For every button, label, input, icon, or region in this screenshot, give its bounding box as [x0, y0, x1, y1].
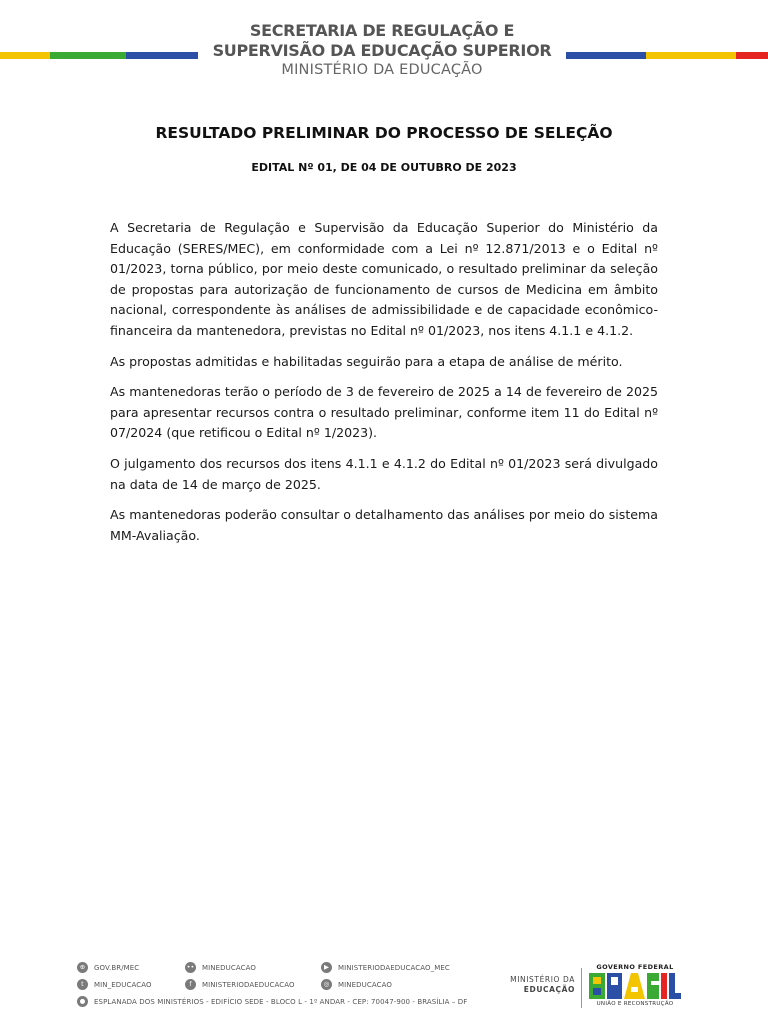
body-paragraph: As propostas admitidas e habilitadas seguirão para a etapa de análise de mérito.: [110, 353, 623, 369]
document-title: RESULTADO PRELIMINAR DO PROCESSO DE SELEÇÃO: [155, 124, 613, 142]
brasil-wordmark-logo: [589, 973, 681, 999]
footer-link-twitter[interactable]: [77, 979, 152, 990]
header-color-stripe-left: [0, 52, 198, 59]
footer-link-label: MINISTERIODAEDUCACAO_MEC: [338, 963, 450, 972]
globe-icon: ⊕: [77, 962, 88, 973]
mec-logo-line2: EDUCAÇÃO: [523, 985, 575, 994]
gov-logo-bottom-text: UNIÃO E RECONSTRUÇÃO: [596, 1001, 674, 1007]
footer-link-flickr[interactable]: [185, 962, 256, 973]
facebook-icon: f: [185, 979, 196, 990]
footer-link-youtube[interactable]: [321, 962, 450, 973]
body-paragraph: O julgamento dos recursos dos itens 4.1.1 e 4.1.2 do Edital nº 01/2023 será divulgado na data de 14 de março de 2025.: [110, 455, 658, 492]
document-subtitle: EDITAL Nº 01, DE 04 DE OUTUBRO DE 2023: [251, 161, 517, 174]
footer-link-label: MINEDUCACAO: [202, 963, 256, 972]
footer-address-text: ESPLANADA DOS MINISTÉRIOS - EDIFÍCIO SEDE - BLOCO L - 1º ANDAR - CEP: 70047-900 - BRASÍLIA – DF: [94, 997, 468, 1006]
footer-link-instagram[interactable]: [321, 979, 392, 990]
header-subtitle: MINISTÉRIO DA EDUCAÇÃO: [281, 62, 483, 78]
footer-link-label: MINEDUCACAO: [338, 980, 392, 989]
flickr-icon: ••: [186, 963, 195, 971]
gov-logo-top-text: GOVERNO FEDERAL: [596, 963, 674, 971]
footer-links: [77, 962, 477, 1012]
footer-link-website[interactable]: [77, 962, 139, 973]
body-paragraph: As mantenedoras poderão consultar o detalhamento das análises por meio do sistema MM-Avaliação.: [110, 507, 658, 543]
document-body: [110, 218, 658, 556]
header-title: [198, 21, 566, 61]
body-paragraph: As mantenedoras terão o período de 3 de fevereiro de 2025 a 14 de fevereiro de 2025 para apresentar recursos contra o resultado preliminar, conforme item 11 do Edital nº 07/2024 (que retificou o Edital nº 1/2023).: [110, 384, 658, 441]
footer-link-facebook[interactable]: [185, 979, 295, 990]
location-pin-icon: ●: [77, 996, 88, 1007]
governo-federal-logo: [588, 963, 682, 1009]
header-title-line2: SUPERVISÃO DA EDUCAÇÃO SUPERIOR: [212, 41, 552, 60]
footer-address: [77, 996, 467, 1007]
footer-link-label: MINISTERIODAEDUCACAO: [202, 980, 295, 989]
instagram-icon: ◎: [321, 979, 332, 990]
header-title-line1: SECRETARIA DE REGULAÇÃO E: [249, 21, 515, 40]
header-color-stripe-right: [566, 52, 768, 59]
mec-logo: [497, 975, 575, 995]
twitter-icon: t: [77, 979, 88, 990]
youtube-icon: ▶: [321, 962, 332, 973]
footer-link-label: GOV.BR/MEC: [94, 963, 140, 972]
body-paragraph: A Secretaria de Regulação e Supervisão da Educação Superior do Ministério da Educação (SERES/MEC), em conformidade com a Lei nº 12.871/2013 e o Edital nº 01/2023, torna público, por meio deste comunicado, o resultado preliminar da seleção de propostas para autorização de funcionamento de cursos de Medicina em âmbito nacional, correspondente às análises de admissibilidade e de capacidade econômico-financeira da mantenedora, previstas no Edital nº 01/2023, nos itens 4.1.1 e 4.1.2.: [110, 220, 658, 338]
footer-link-label: MIN_EDUCACAO: [94, 980, 152, 989]
mec-logo-line1: MINISTÉRIO DA: [510, 975, 575, 984]
logo-divider: [581, 968, 582, 1008]
